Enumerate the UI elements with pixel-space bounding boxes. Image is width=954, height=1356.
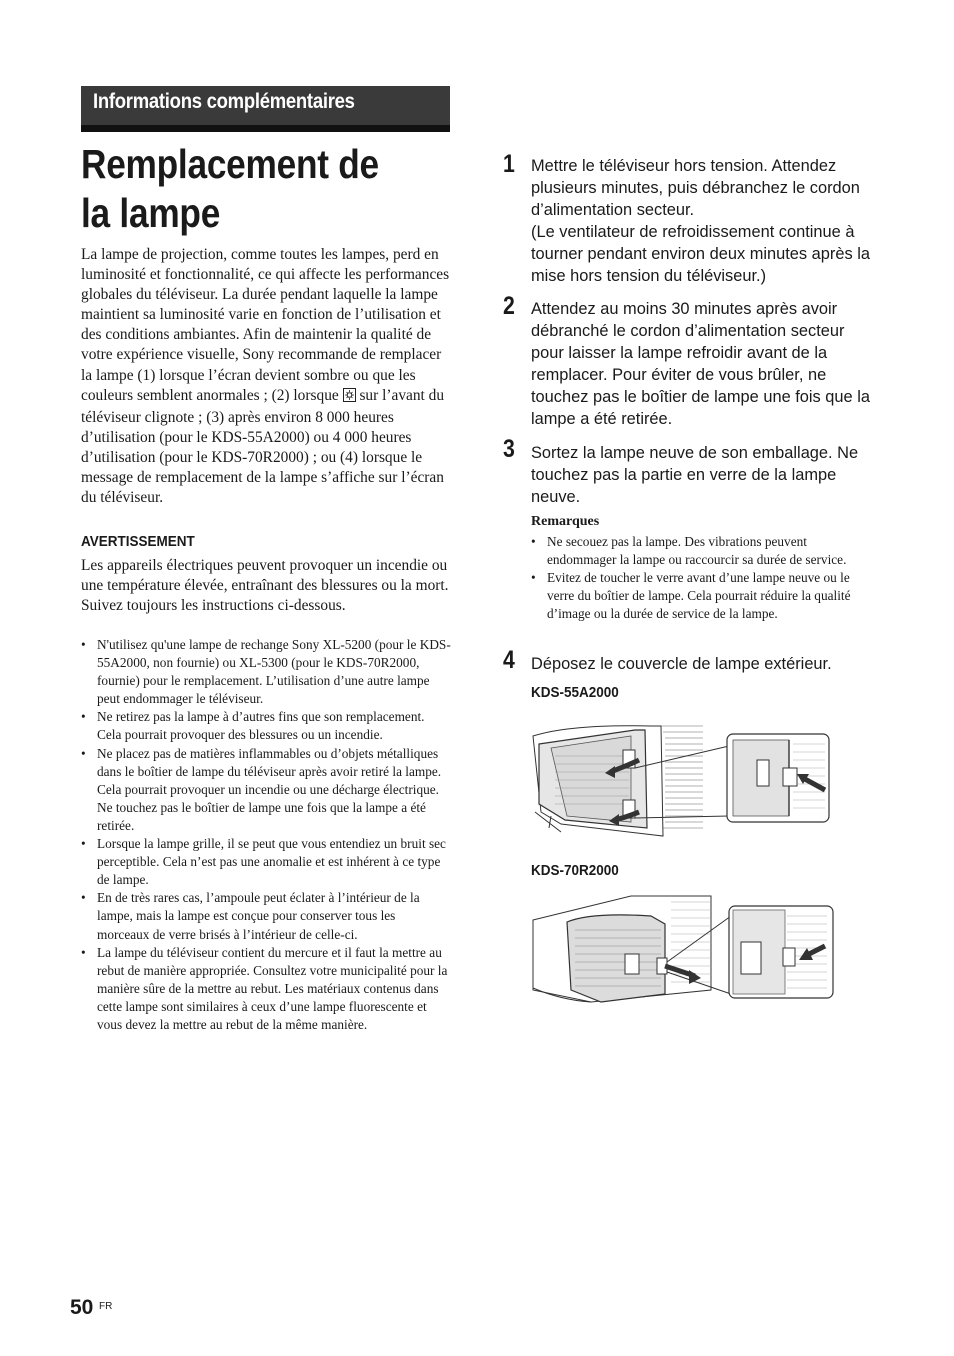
step-1-text: Mettre le téléviseur hors tension. Attendez plusieurs minutes, puis débranchez le cordon d’alimentation secteur. (Le ventilateur de refroidissement continue à tourner pendant environ deux minutes après la mise hors tension du téléviseur.) — [531, 157, 870, 285]
warning-list — [81, 636, 451, 1034]
intro-text-start: La lampe de projection, comme toutes les lampes, perd en luminosité et fonctionnalité, ce qui affecte les performances globales du téléviseur. La durée pendant laquelle la lampe maintient sa luminosité varie en fonction de l’utilisation et des conditions ambiantes. Afin de maintenir la qualité de votre expérience visuelle, Sony recommande de remplacer la lampe (1) lorsque l’écran devient sombre ou que les couleurs semblent anormales ; (2) lorsque — [81, 246, 450, 404]
warning-item: • Ne retirez pas la lampe à d’autres fins que son remplacement. Cela pourrait provoquer des blessures ou un incendie. — [81, 708, 451, 744]
warning-item: • N'utilisez qu'une lampe de rechange Sony XL-5200 (pour le KDS-55A2000, non fournie) ou XL-5300 (pour le KDS-70R2000, fournie) pour le remplacement. L’utilisation d’une autre lampe peut endommager le téléviseur. — [81, 636, 451, 708]
lamp-cover-illustration-kds70 — [531, 890, 836, 1005]
page-title: Remplacement de la lampe — [81, 141, 379, 236]
model-label-55: KDS-55A2000 — [531, 684, 619, 701]
model-label-70: KDS-70R2000 — [531, 862, 619, 879]
notes-heading: Remarques — [531, 514, 600, 529]
step-3-text: Sortez la lampe neuve de son emballage. Ne touchez pas la partie en verre de la lampe neuve. — [531, 444, 859, 506]
note-item: • Evitez de toucher le verre avant d’une lampe neuve ou le verre du boîtier de lampe. Cela pourrait réduire la qualité d’image ou la durée de service de la lampe. — [531, 569, 876, 623]
step-4-text: Déposez le couvercle de lampe extérieur. — [531, 655, 832, 673]
section-label: Informations complémentaires — [93, 90, 355, 113]
note-item: • Ne secouez pas la lampe. Des vibrations peuvent endommager la lampe ou raccourcir sa durée de service. — [531, 533, 876, 569]
page-number: 50 — [70, 1296, 94, 1319]
notes-list — [531, 533, 876, 623]
warning-heading: AVERTISSEMENT — [81, 533, 195, 550]
step-2-text: Attendez au moins 30 minutes après avoir débranché le cordon d’alimentation secteur pour laisser la lampe refroidir avant de la remplacer. Pour éviter de vous brûler, ne touchez pas le boîtier de lampe une fois que la lampe a été retirée. — [531, 300, 870, 428]
warning-item: • La lampe du téléviseur contient du mercure et il faut la mettre au rebut de manière appropriée. Consultez votre municipalité pour la manière sûre de la mettre au rebut. Les matériaux contenus dans cette lampe sont similaires à ceux d’une lampe fluorescente et vous devez la mettre au rebut de la même manière. — [81, 944, 451, 1034]
step-4-number: 4 — [503, 646, 515, 674]
lamp-cover-illustration-kds55 — [531, 716, 836, 844]
intro-paragraph — [81, 245, 451, 508]
warning-item: • En de très rares cas, l’ampoule peut éclater à l’intérieur de la lampe, mais la lampe est conçue pour conserver tous les morceaux de verre brisés à l’intérieur de celle-ci. — [81, 889, 451, 943]
step-3-number: 3 — [503, 435, 515, 463]
warning-item: • Lorsque la lampe grille, il se peut que vous entendiez un bruit sec perceptible. Cela n’est pas une anomalie et est inhérent à ce type de lampe. — [81, 835, 451, 889]
step-1-number: 1 — [503, 150, 515, 178]
section-banner — [81, 86, 450, 132]
intro-text-end: sur l’avant du téléviseur clignote ; (3) après environ 8 000 heures d’utilisation (pour le KDS-55A2000) ou 4 000 heures d’utilisation (pour le KDS-70R2000) ; ou (4) lorsque le message de remplacement de la lampe s’affiche sur l’écran du téléviseur. — [81, 386, 445, 507]
warning-item: • Ne placez pas de matières inflammables ou d’objets métalliques dans le boîtier de lampe du téléviseur après avoir retiré la lampe. Cela pourrait provoquer un incendie ou une décharge électrique. Ne touchez pas le boîtier de lampe une fois que la lampe a été retirée. — [81, 745, 451, 835]
lamp-indicator-icon — [343, 388, 356, 408]
warning-paragraph: Les appareils électriques peuvent provoquer un incendie ou une température élevée, entraînant des blessures ou la mort. Suivez toujours les instructions ci-dessous. — [81, 557, 449, 615]
step-2-number: 2 — [503, 292, 515, 320]
page-language: FR — [99, 1301, 113, 1312]
